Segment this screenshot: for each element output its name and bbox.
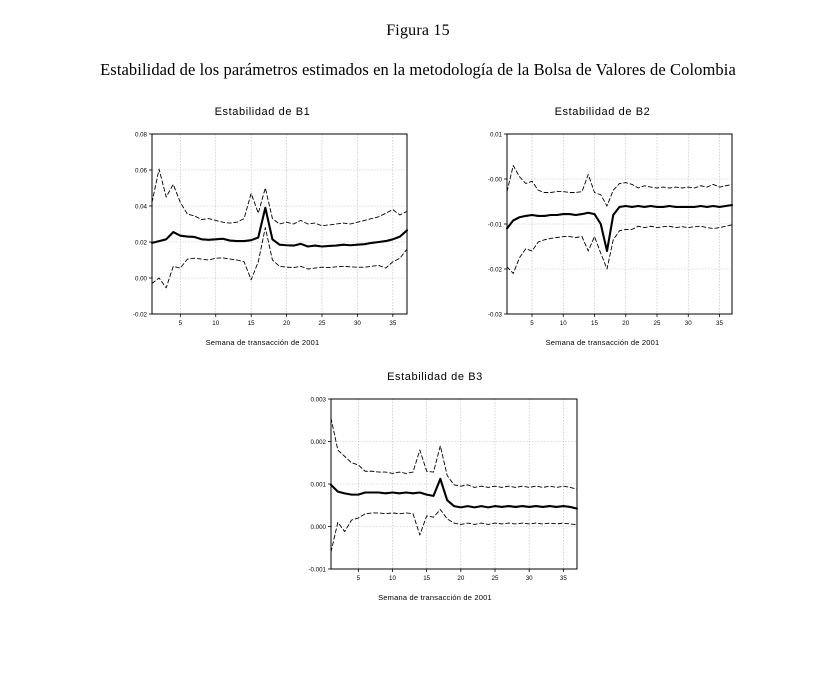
svg-text:30: 30 (684, 320, 692, 327)
chart-b3-xlabel: Semana de transacción de 2001 (378, 593, 492, 602)
chart-b2-xlabel: Semana de transacción de 2001 (545, 338, 660, 347)
chart-b1 (110, 106, 415, 347)
svg-text:10: 10 (212, 320, 220, 327)
chart-b2-svg (465, 126, 740, 336)
svg-text:0.04: 0.04 (134, 203, 147, 211)
svg-text:20: 20 (457, 575, 465, 582)
figure-number: Figura 15 (386, 22, 450, 39)
chart-b3-title: Estabilidad de B3 (387, 371, 483, 383)
svg-text:-0.02: -0.02 (487, 266, 502, 274)
svg-text:0.002: 0.002 (310, 438, 326, 446)
figure-caption: Estabilidad de los parámetros estimados en la metodología de la Bolsa de Valores de Colombia (100, 60, 736, 79)
chart-b2 (465, 106, 740, 347)
svg-text:15: 15 (423, 575, 431, 582)
svg-text:0.003: 0.003 (310, 396, 326, 404)
svg-text:30: 30 (525, 575, 533, 582)
svg-text:20: 20 (283, 320, 291, 327)
svg-text:5: 5 (530, 320, 534, 327)
svg-text:15: 15 (591, 320, 598, 327)
chart-b1-title: Estabilidad de B1 (214, 106, 311, 118)
svg-text:5: 5 (356, 575, 361, 582)
svg-text:0.08: 0.08 (134, 131, 147, 139)
svg-text:5: 5 (178, 320, 183, 327)
svg-text:35: 35 (716, 320, 723, 327)
svg-text:35: 35 (389, 320, 397, 327)
svg-text:-0.02: -0.02 (132, 311, 147, 319)
svg-text:0.01: 0.01 (489, 131, 502, 139)
svg-text:20: 20 (622, 320, 630, 327)
svg-text:-0.01: -0.01 (487, 221, 502, 229)
svg-text:0.000: 0.000 (310, 523, 326, 531)
chart-b2-plot (465, 126, 740, 336)
chart-b3-svg (285, 391, 585, 591)
chart-b3-plot (285, 391, 585, 591)
chart-b1-plot (110, 126, 415, 336)
svg-text:0.02: 0.02 (134, 239, 147, 247)
svg-text:15: 15 (247, 320, 255, 327)
svg-text:-0.001: -0.001 (308, 566, 326, 574)
chart-b3 (285, 371, 585, 602)
svg-text:0.06: 0.06 (134, 167, 147, 175)
svg-text:25: 25 (318, 320, 326, 327)
svg-text:-0.03: -0.03 (487, 311, 502, 319)
svg-text:-0.00: -0.00 (487, 176, 502, 184)
svg-text:25: 25 (653, 320, 661, 327)
chart-b1-svg (110, 126, 415, 336)
svg-text:30: 30 (353, 320, 361, 327)
svg-text:10: 10 (389, 575, 396, 582)
svg-text:0.001: 0.001 (310, 481, 326, 489)
svg-text:0.00: 0.00 (134, 275, 147, 283)
chart-b1-xlabel: Semana de transacción de 2001 (205, 338, 320, 347)
chart-b2-title: Estabilidad de B2 (554, 106, 651, 118)
svg-text:10: 10 (559, 320, 567, 327)
svg-text:35: 35 (559, 575, 567, 582)
svg-text:25: 25 (491, 575, 499, 582)
